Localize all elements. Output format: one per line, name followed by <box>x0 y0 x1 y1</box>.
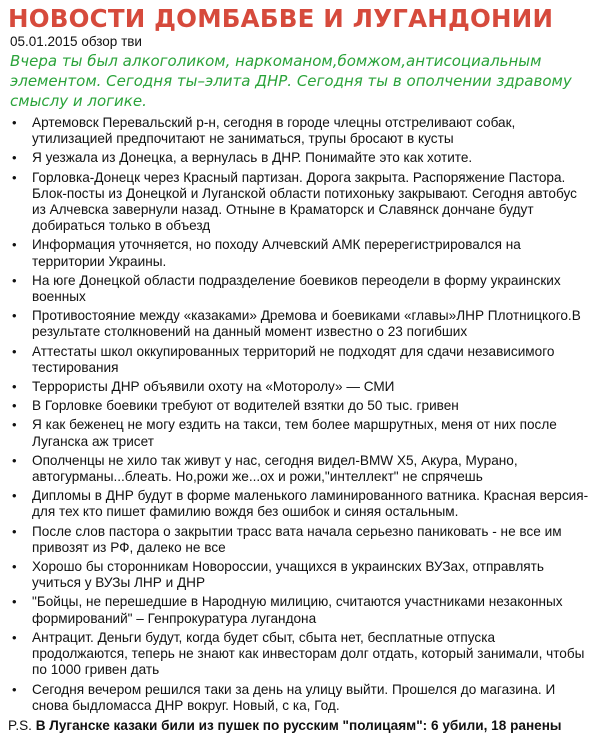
bullet-icon: • <box>12 308 17 324</box>
news-item <box>8 308 592 340</box>
news-item <box>8 417 592 449</box>
bullet-icon: • <box>12 379 17 395</box>
dateline: 05.01.2015 обзор тви <box>10 34 142 49</box>
news-item <box>8 453 592 485</box>
bullet-icon: • <box>12 594 17 610</box>
news-item <box>8 344 592 376</box>
news-item <box>8 524 592 556</box>
news-item-text: Антрацит. Деньги будут, когда будет сбыт, сбыта нет, бесплатные отпуска продолжаются, теперь не знают как инвесторам долг отдать, который занимали, чтобы по 1000 гривен дать <box>32 629 585 678</box>
news-item-text: Ополченцы не хило так живут у нас, сегодня видел-BMW X5, Акура, Мурано, автогурманы...блеать. Но,рожи же...ох и рожи,"интеллект" не спрячешь <box>32 452 518 485</box>
news-item-text: Террористы ДНР объявили охоту на «Моторолу» — СМИ <box>32 379 395 395</box>
bullet-icon: • <box>12 523 17 539</box>
news-item <box>8 559 592 591</box>
bullet-icon: • <box>12 237 17 253</box>
news-item <box>8 150 592 166</box>
news-item-text: Я как беженец не могу ездить на такси, тем более маршрутных, меня от них после Луганска аж трисет <box>32 417 557 449</box>
news-item <box>8 630 592 679</box>
ps-label: P.S. <box>8 717 32 733</box>
news-item-text: Противостояние между «казаками» Дремова и боевиками «главы»ЛНР Плотницкого.В результате столкновений на данный момент известно о 23 погибших <box>32 308 581 340</box>
ps-text: В Луганске казаки били из пушек по русским "полицаям": 6 убили, 18 ранены <box>31 717 562 733</box>
news-item <box>8 237 592 269</box>
bullet-icon: • <box>12 115 17 130</box>
news-item <box>8 488 592 520</box>
news-item-text: На юге Донецкой области подразделение боевиков переодели в форму украинских военных <box>32 272 561 305</box>
bullet-icon: • <box>12 150 17 166</box>
bullet-icon: • <box>12 343 17 359</box>
news-item <box>8 273 592 305</box>
news-item-text: Горловка-Донецк через Красный партизан. Дорога закрыта. Распоряжение Пастора. Блок-посты из Донецкой и Луганской области потихоньку закрывают. Сегодня автобус из Алчевска завернули назад. Отныне в Краматорск и Славянск дончане будут добираться только в объезд <box>32 169 577 234</box>
news-item <box>8 594 592 626</box>
news-item <box>8 379 592 395</box>
bullet-icon: • <box>12 272 17 288</box>
news-item <box>8 115 592 147</box>
news-item-text: Аттестаты школ оккупированных территорий не подходят для сдачи независимого тестирования <box>32 343 555 375</box>
news-item-text: Сегодня вечером решился таки за день на улицу выйти. Прошелся до магазина. И снова быдломасса ДНР вокруг. Новый, с ка, Год. <box>32 681 556 713</box>
bullet-icon: • <box>12 488 17 504</box>
news-item-text: Хорошо бы сторонникам Новороссии, учащихся в украинских ВУЗах, отправлять учиться у ВУЗы ЛНР и ДНР <box>32 559 544 591</box>
news-item-text: Артемовск Перевальский р-н, сегодня в городе члецны отстреливают собак, утилизацией предпочитают не заниматься, трупы бросают в кусты <box>32 115 516 147</box>
news-item-text: "Бойцы, не перешедшие в Народную милицию, считаются участниками незаконных формирований" – Генпрокуратура лугандона <box>32 594 563 626</box>
bullet-icon: • <box>12 681 17 697</box>
news-item-text: Информация уточняется, но походу Алчевский АМК перерегистрировался на территории Украины. <box>32 237 521 269</box>
bullet-icon: • <box>12 417 17 433</box>
news-list <box>8 115 593 714</box>
news-item <box>8 682 592 714</box>
postscript <box>8 717 593 734</box>
lead-quote: Вчера ты был алкоголиком, наркоманом,бомжом,антисоциальным элементом. Сегодня ты–элита ДНР. Сегодня ты в ополчении здравому смыслу и логике. <box>10 52 572 110</box>
bullet-icon: • <box>12 559 17 575</box>
bullet-icon: • <box>12 629 17 645</box>
bullet-icon: • <box>12 452 17 468</box>
news-item-text: Дипломы в ДНР будут в форме маленького ламинированного ватника. Красная версия-для тех кто пишет фамилию вождя без ошибок и синяя остальным. <box>32 488 589 520</box>
bullet-icon: • <box>12 398 17 414</box>
page-title: НОВОСТИ ДОМБАБВЕ И ЛУГАНДОНИИ <box>8 4 554 33</box>
news-item-text: После слов пастора о закрытии трасс вата начала серьезно паниковать - не все им привозят из РФ, далеко не все <box>32 523 562 555</box>
bullet-icon: • <box>12 169 17 185</box>
news-item <box>8 398 592 414</box>
news-item <box>8 170 592 235</box>
news-item-text: В Горловке боевики требуют от водителей взятки до 50 тыс. гривен <box>32 398 459 414</box>
news-item-text: Я уезжала из Донецка, а вернулась в ДНР. Понимайте это как хотите. <box>32 150 473 166</box>
